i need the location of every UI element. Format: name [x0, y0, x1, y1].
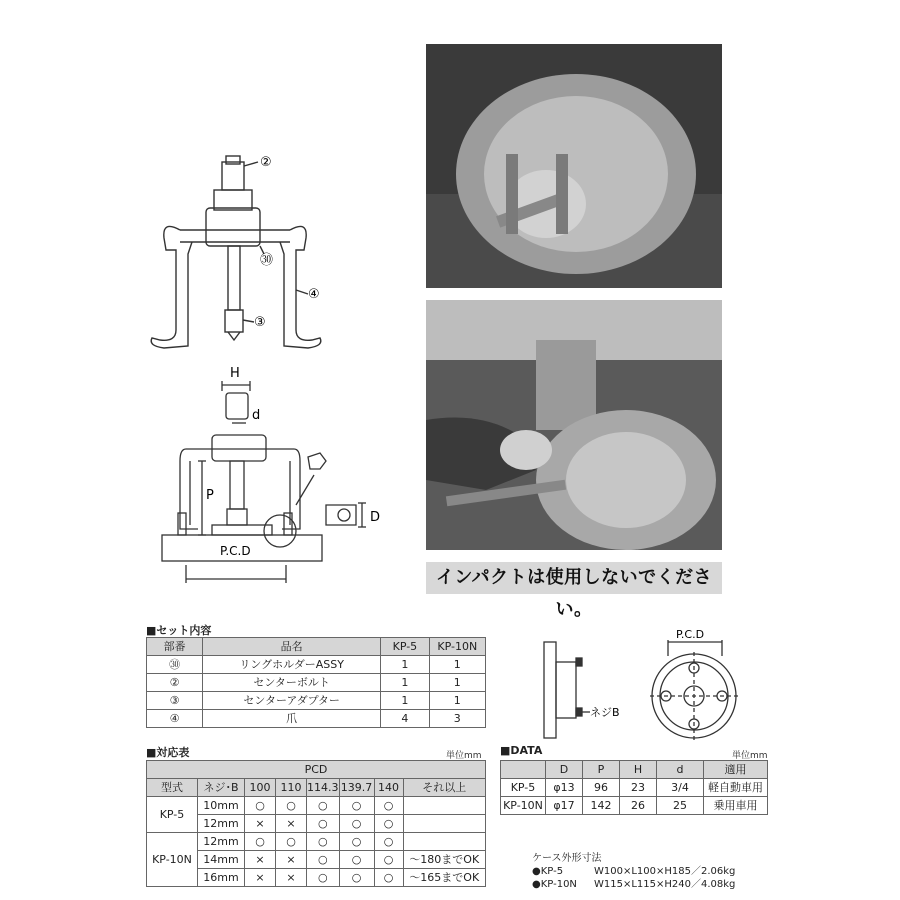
- cell: ○: [339, 869, 374, 887]
- cell: センターアダプター: [203, 692, 381, 710]
- label-D: D: [370, 510, 381, 525]
- cell: 1: [429, 674, 485, 692]
- cell: KP-5: [501, 779, 546, 797]
- cell: ○: [307, 833, 340, 851]
- cell: リングホルダーASSY: [203, 656, 381, 674]
- cell: ×: [245, 869, 276, 887]
- header-cell: 品名: [203, 638, 381, 656]
- cell: 爪: [203, 710, 381, 728]
- table-header-row: [147, 779, 486, 797]
- table-row: [147, 656, 486, 674]
- table-header-row: [501, 761, 768, 779]
- header-cell: 適用: [704, 761, 768, 779]
- header-cell: ネジ･B: [198, 779, 245, 797]
- header-cell: KP-10N: [429, 638, 485, 656]
- puller-diagram: [140, 150, 340, 360]
- table-header-row: [147, 761, 486, 779]
- cell: 16mm: [198, 869, 245, 887]
- cell: [403, 833, 486, 851]
- header-cell: P: [583, 761, 620, 779]
- compat-table: [146, 760, 486, 887]
- header-cell: 型式: [147, 779, 198, 797]
- set-contents-table: [146, 637, 486, 728]
- hub-side-diagram: [534, 636, 634, 746]
- cell: 1: [381, 656, 429, 674]
- cell: ②: [147, 674, 203, 692]
- header-cell: 114.3: [307, 779, 340, 797]
- cell: ○: [374, 815, 403, 833]
- photo-hand-illustration: [426, 300, 722, 550]
- header-cell: 140: [374, 779, 403, 797]
- cell: ○: [374, 797, 403, 815]
- header-cell: d: [657, 761, 704, 779]
- cell: 12mm: [198, 815, 245, 833]
- cell: ○: [307, 869, 340, 887]
- cell: ×: [276, 815, 307, 833]
- label-P: P: [206, 488, 214, 503]
- cell: [403, 815, 486, 833]
- cell: ×: [276, 869, 307, 887]
- table-row: [147, 851, 486, 869]
- cell: ○: [339, 815, 374, 833]
- label-part-30: ㉚: [260, 253, 274, 268]
- header-cell: 100: [245, 779, 276, 797]
- table-header-row: [147, 638, 486, 656]
- cell: ×: [276, 851, 307, 869]
- case-model: ●KP-10N: [532, 879, 577, 890]
- table-row: [147, 833, 486, 851]
- cell: 3: [429, 710, 485, 728]
- cell: ○: [374, 851, 403, 869]
- cell: ×: [245, 815, 276, 833]
- cell: φ13: [546, 779, 583, 797]
- cell: 10mm: [198, 797, 245, 815]
- table-row: [147, 815, 486, 833]
- cell: 96: [583, 779, 620, 797]
- label-pcd: P.C.D: [220, 544, 251, 558]
- table-row: [147, 692, 486, 710]
- case-dims: W100×L100×H185／2.06kg: [594, 866, 736, 877]
- cell: ○: [374, 833, 403, 851]
- cell: ○: [339, 833, 374, 851]
- header-cell: H: [620, 761, 657, 779]
- hub-front-diagram: [646, 626, 746, 746]
- cell: 1: [429, 692, 485, 710]
- dimension-diagram: [150, 365, 390, 585]
- cell: ㉚: [147, 656, 203, 674]
- cell: 142: [583, 797, 620, 815]
- header-cell: [501, 761, 546, 779]
- cell: ○: [307, 797, 340, 815]
- cell: ×: [245, 851, 276, 869]
- warning-banner: インパクトは使用しないでください。: [426, 562, 722, 594]
- cell: ○: [339, 851, 374, 869]
- table-row: [147, 710, 486, 728]
- case-line-kp10n: [532, 878, 768, 891]
- table-row: [501, 797, 768, 815]
- header-cell: 110: [276, 779, 307, 797]
- cell: 14mm: [198, 851, 245, 869]
- cell: KP-10N: [501, 797, 546, 815]
- cell: 23: [620, 779, 657, 797]
- case-title: ケース外形寸法: [532, 853, 602, 864]
- label-pcd-small: P.C.D: [676, 628, 705, 641]
- cell: ○: [307, 851, 340, 869]
- photo-brake-drum-removal: [426, 44, 722, 288]
- cell: ○: [374, 869, 403, 887]
- cell: ○: [339, 797, 374, 815]
- cell: センターボルト: [203, 674, 381, 692]
- cell: ○: [307, 815, 340, 833]
- table-row: [147, 797, 486, 815]
- data-title: ■DATA: [500, 744, 543, 757]
- label-part-2: ②: [260, 155, 272, 170]
- header-cell: 139.7: [339, 779, 374, 797]
- cell: ④: [147, 710, 203, 728]
- cell: ○: [245, 833, 276, 851]
- label-part-3: ③: [254, 315, 266, 330]
- header-cell: KP-5: [381, 638, 429, 656]
- header-cell: 部番: [147, 638, 203, 656]
- photo-drum-illustration: [426, 44, 722, 288]
- cell: 12mm: [198, 833, 245, 851]
- case-dimensions: [532, 852, 768, 891]
- cell: 乗用車用: [704, 797, 768, 815]
- cell: 4: [381, 710, 429, 728]
- compat-unit: 単位mm: [446, 751, 482, 761]
- cell: ～180までOK: [403, 851, 486, 869]
- case-dims: W115×L115×H240／4.08kg: [594, 879, 736, 890]
- cell: ○: [276, 797, 307, 815]
- set-contents-title: ■セット内容: [146, 624, 212, 637]
- case-model: ●KP-5: [532, 866, 564, 877]
- model-cell: KP-10N: [147, 833, 198, 887]
- model-cell: KP-5: [147, 797, 198, 833]
- label-part-4: ④: [308, 287, 320, 302]
- data-table: [500, 760, 768, 815]
- compat-title: ■対応表: [146, 746, 190, 759]
- cell: 26: [620, 797, 657, 815]
- cell: ○: [245, 797, 276, 815]
- table-row: [501, 779, 768, 797]
- cell: ～165までOK: [403, 869, 486, 887]
- table-row: [147, 869, 486, 887]
- pcd-header: PCD: [147, 761, 486, 779]
- cell: 1: [429, 656, 485, 674]
- label-H: H: [230, 366, 240, 381]
- cell: 1: [381, 692, 429, 710]
- header-cell: それ以上: [403, 779, 486, 797]
- cell: φ17: [546, 797, 583, 815]
- table-row: [147, 674, 486, 692]
- cell: ○: [276, 833, 307, 851]
- data-unit: 単位mm: [732, 751, 768, 761]
- photo-puller-in-use: [426, 300, 722, 550]
- cell: 1: [381, 674, 429, 692]
- header-cell: D: [546, 761, 583, 779]
- cell: 3/4: [657, 779, 704, 797]
- label-neji-b: ネジB: [590, 706, 620, 719]
- cell: ③: [147, 692, 203, 710]
- cell: 25: [657, 797, 704, 815]
- cell: [403, 797, 486, 815]
- label-d: d: [252, 408, 261, 423]
- cell: 軽自動車用: [704, 779, 768, 797]
- case-line-kp5: [532, 865, 768, 878]
